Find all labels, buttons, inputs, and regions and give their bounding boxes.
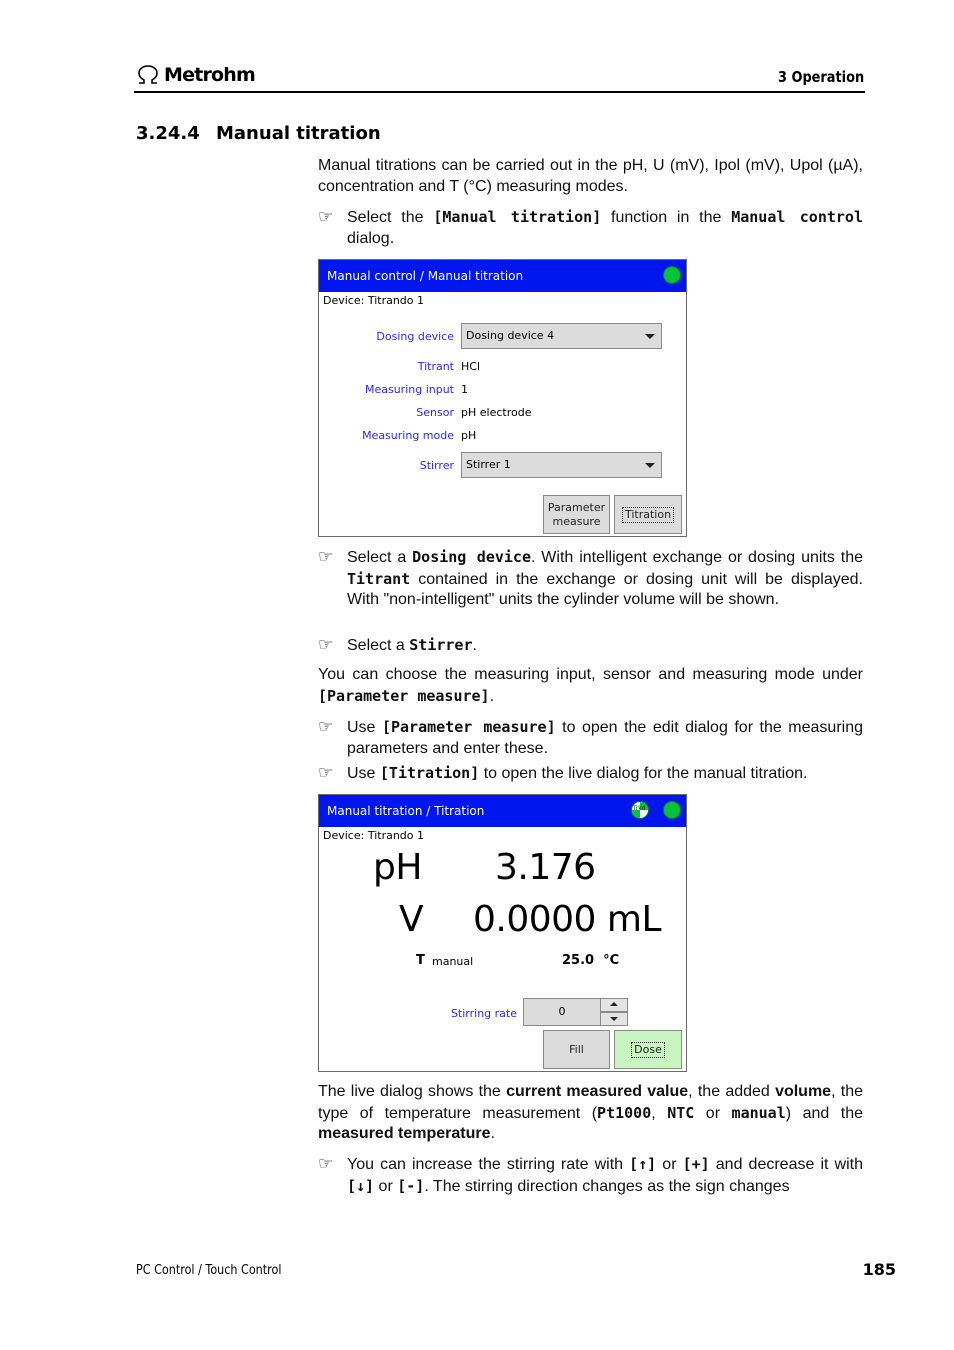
keyword: [+] xyxy=(682,1155,710,1173)
text-run: Select the xyxy=(347,209,434,226)
stirring-rate-input[interactable]: 0 xyxy=(523,998,601,1026)
pointing-hand-icon: ☞ xyxy=(318,763,334,782)
ph-value: 3.176 xyxy=(495,847,596,888)
titration-button[interactable] xyxy=(614,495,682,534)
header-rule xyxy=(134,91,865,93)
device-line: Device: Titrando 1 xyxy=(323,829,425,842)
ph-label: pH xyxy=(373,847,422,888)
intro-paragraph: Manual titrations can be carried out in the pH, U (mV), Ipol (mV), Upol (µA), concentration and T (°C) measuring modes. xyxy=(318,157,863,195)
measuring-input-label: Measuring input xyxy=(364,383,454,396)
temperature-value-group xyxy=(562,953,619,968)
text-run: Use xyxy=(347,719,382,736)
keyword: Dosing device xyxy=(412,548,531,566)
keyword: [↓] xyxy=(347,1176,375,1195)
text-run: contained in the exchange or dosing unit will be displayed. With "non-intelligent" units the cylinder volume will be shown. xyxy=(347,570,863,608)
button-label: Titration xyxy=(622,507,674,523)
step-use-parameter-measure xyxy=(318,717,863,759)
text-run: dialog. xyxy=(347,229,395,247)
keyword: Manual control xyxy=(731,208,863,226)
footer-product: PC Control / Touch Control xyxy=(136,1263,282,1278)
text-run: . The stirring direction changes as the sign changes xyxy=(424,1177,790,1195)
text-run: , the added xyxy=(688,1083,776,1100)
pointing-hand-icon: ☞ xyxy=(318,207,334,226)
chevron-down-icon xyxy=(610,1017,618,1021)
page-number: 185 xyxy=(862,1260,896,1279)
text-run: , xyxy=(651,1104,668,1122)
keyword: [Parameter measure] xyxy=(381,718,556,736)
pointing-hand-icon: ☞ xyxy=(318,635,334,654)
pointing-hand-icon: ☞ xyxy=(318,717,334,736)
measuring-input-value: 1 xyxy=(461,383,468,396)
text-run: . With intelligent exchange or dosing units the xyxy=(530,549,864,566)
keyword: [-] xyxy=(397,1176,425,1195)
temperature-label: T xyxy=(416,953,425,968)
omega-logo-icon xyxy=(136,65,160,85)
keyword: Titrant xyxy=(347,569,411,588)
fill-button[interactable]: Fill xyxy=(543,1030,610,1069)
button-label-line: Parameter xyxy=(547,500,606,514)
step-stirring-rate xyxy=(318,1154,863,1197)
volume-label: V xyxy=(399,899,424,940)
status-led-icon xyxy=(663,801,681,819)
text-run: The live dialog shows the xyxy=(318,1083,507,1100)
keyword: [Parameter measure] xyxy=(318,686,490,705)
volume-value: 0.0000 mL xyxy=(473,899,662,940)
step-select-dosing-device xyxy=(318,547,863,611)
step-select-manual-titration xyxy=(318,207,863,249)
step-use-titration xyxy=(318,763,863,785)
brand-name: Metrohm xyxy=(164,64,256,86)
measuring-mode-label: Measuring mode xyxy=(362,429,454,442)
dosing-device-select[interactable] xyxy=(461,323,662,349)
measuring-mode-value: pH xyxy=(461,429,477,442)
stirring-rate-label: Stirring rate xyxy=(450,1007,517,1020)
chevron-down-icon xyxy=(645,463,655,468)
text-run: You can choose the measuring input, sensor and measuring mode under xyxy=(318,666,863,683)
text-run: Use xyxy=(347,765,380,782)
step-select-stirrer xyxy=(318,635,863,657)
text-run: Select a xyxy=(347,549,413,566)
titrant-label: Titrant xyxy=(417,360,454,373)
manual-control-dialog xyxy=(318,259,687,537)
keyword: Pt1000 xyxy=(597,1103,652,1122)
text-run: to open the edit dialog for the measuring parameters and enter these. xyxy=(347,719,863,757)
temperature-type: manual xyxy=(432,955,474,968)
keyword: Stirrer xyxy=(409,636,473,654)
keyword: NTC xyxy=(667,1103,695,1122)
temperature-unit: °C xyxy=(603,953,620,968)
live-titration-dialog xyxy=(318,794,687,1072)
text-run: and decrease it with xyxy=(709,1156,863,1173)
bold-term: current measured value xyxy=(506,1083,689,1100)
metrohm-logo xyxy=(136,64,255,86)
live-dialog-paragraph xyxy=(318,1082,863,1145)
section-number: 3.24.4 xyxy=(136,123,200,144)
text-run: or xyxy=(374,1177,398,1195)
dialog-title-bar: Manual control / Manual titration xyxy=(319,260,686,292)
stirrer-status-text: Trkd xyxy=(633,805,646,812)
text-run: Select a xyxy=(347,637,410,654)
dose-button[interactable] xyxy=(614,1030,682,1069)
temperature-value: 25.0 xyxy=(562,953,595,968)
dialog-title-bar: Manual titration / Titration xyxy=(319,795,686,827)
pointing-hand-icon: ☞ xyxy=(318,547,334,566)
text-run: or xyxy=(694,1104,732,1122)
sensor-value: pH electrode xyxy=(461,406,532,419)
chevron-up-icon xyxy=(610,1002,618,1006)
stirrer-label: Stirrer xyxy=(419,459,454,472)
section-heading xyxy=(136,123,381,144)
parameter-paragraph xyxy=(318,665,863,707)
stirring-rate-down-button[interactable] xyxy=(600,1012,628,1026)
text-run: to open the live dialog for the manual titration. xyxy=(479,765,808,782)
text-run: function in the xyxy=(601,209,732,226)
status-led-icon xyxy=(663,266,681,284)
text-run: ) and the xyxy=(785,1104,864,1122)
text-run: . xyxy=(472,637,477,654)
section-title: Manual titration xyxy=(216,123,381,144)
chapter-title: 3 Operation xyxy=(777,68,864,86)
button-label-line: measure xyxy=(552,514,601,528)
text-run: . xyxy=(489,687,495,705)
sensor-label: Sensor xyxy=(416,406,454,419)
dosing-device-label: Dosing device xyxy=(376,330,454,343)
stirring-rate-up-button[interactable] xyxy=(600,998,628,1012)
titrant-value: HCl xyxy=(461,360,481,373)
keyword: [Manual titration] xyxy=(433,208,602,226)
pointing-hand-icon: ☞ xyxy=(318,1154,334,1173)
text-run: You can increase the stirring rate with xyxy=(347,1156,630,1173)
dosing-device-value: Dosing device 4 xyxy=(466,329,555,342)
keyword: [Titration] xyxy=(379,764,480,782)
keyword: manual xyxy=(731,1103,786,1122)
bold-term: measured temperature xyxy=(318,1125,491,1142)
button-label: Dose xyxy=(631,1042,665,1058)
bold-term: volume xyxy=(775,1083,832,1100)
stirrer-status-icon xyxy=(631,801,649,819)
chevron-down-icon xyxy=(645,334,655,339)
stirrer-select[interactable] xyxy=(461,452,662,478)
stirrer-value: Stirrer 1 xyxy=(466,458,511,471)
text-run: , the type of temperature measurement ( xyxy=(318,1083,864,1122)
parameter-measure-button[interactable] xyxy=(543,495,610,534)
keyword: [↑] xyxy=(629,1155,657,1173)
text-run: . xyxy=(490,1125,495,1142)
device-line: Device: Titrando 1 xyxy=(323,294,425,307)
text-run: or xyxy=(656,1156,683,1173)
